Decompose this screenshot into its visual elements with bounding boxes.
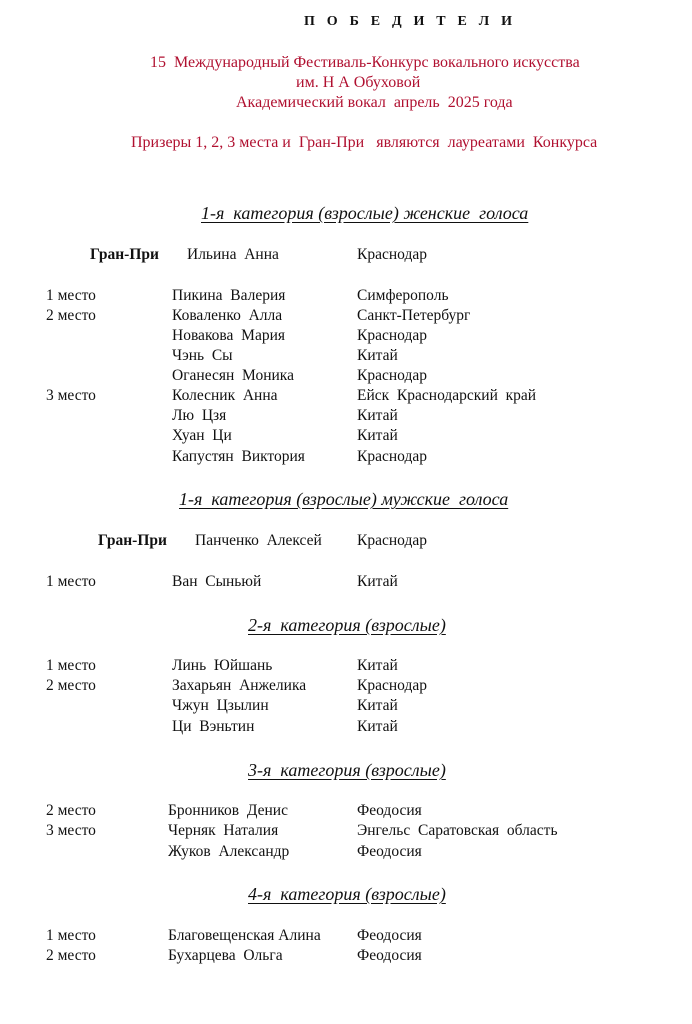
winner-city: Китай [357,718,398,735]
winner-city: Краснодар [357,448,427,465]
winner-name: Ци Вэньтин [172,718,255,735]
winner-name: Новакова Мария [172,327,286,344]
winner-name: Панченко Алексей [195,532,322,549]
place-label: 2 место [46,947,96,964]
winner-city: Китай [357,573,398,590]
winner-city: Краснодар [357,367,427,384]
winner-city: Краснодар [357,246,427,263]
winner-city: Феодосия [357,927,422,944]
category-heading: 4-я категория (взрослые) [248,884,446,904]
category-heading: 3-я категория (взрослые) [248,760,446,780]
winner-city: Санкт-Петербург [357,307,471,324]
winner-name: Чэнь Сы [172,347,233,364]
winner-name: Ильина Анна [187,246,279,263]
winner-name: Лю Цзя [172,407,227,424]
winner-city: Феодосия [357,947,422,964]
place-label: 2 место [46,802,96,819]
winner-city: Феодосия [357,843,422,860]
winner-city: Китай [357,657,398,674]
winner-name: Капустян Виктория [172,448,305,465]
winner-city: Китай [357,407,398,424]
place-label: 1 место [46,573,96,590]
festival-name: 15 Международный Фестиваль-Конкурс вокального искусства [150,54,580,71]
winner-name: Жуков Александр [168,843,290,860]
category-heading: 1-я категория (взрослые) мужские голоса [179,489,509,509]
winner-city: Краснодар [357,677,427,694]
winner-name: Коваленко Алла [172,307,283,324]
festival-date: Академический вокал апрель 2025 года [236,94,513,111]
winner-name: Линь Юйшань [172,657,273,674]
place-label: 1 место [46,927,96,944]
winner-city: Китай [357,427,398,444]
winner-city: Китай [357,697,398,714]
winner-city: Китай [357,347,398,364]
festival-dedication: им. Н А Обуховой [296,74,421,91]
category-heading: 1-я категория (взрослые) женские голоса [201,203,529,223]
winner-name: Пикина Валерия [172,287,286,304]
winner-name: Хуан Ци [172,427,232,444]
place-label: 3 место [46,387,96,404]
place-label: 2 место [46,677,96,694]
winner-name: Колесник Анна [172,387,278,404]
place-label: 1 место [46,287,96,304]
place-label: 2 место [46,307,96,324]
winner-name: Ван Сыньюй [172,573,262,590]
winner-city: Симферополь [357,287,449,304]
laureate-note: Призеры 1, 2, 3 места и Гран-При являются лауреатами Конкурса [131,134,598,151]
winner-city: Краснодар [357,532,427,549]
winner-name: Бронников Денис [168,802,288,819]
winner-name: Оганесян Моника [172,367,294,384]
winner-city: Краснодар [357,327,427,344]
grand-prix-label: Гран-При [90,246,159,263]
place-label: 3 место [46,822,96,839]
winner-name: Захарьян Анжелика [172,677,307,694]
category-heading: 2-я категория (взрослые) [248,615,446,635]
winner-name: Чжун Цзылин [172,697,269,714]
winner-name: Бухарцева Ольга [168,947,283,964]
page-title: П О Б Е Д И Т Е Л И [304,14,517,29]
place-label: 1 место [46,657,96,674]
winner-city: Ейск Краснодарский край [357,387,537,404]
winner-city: Феодосия [357,802,422,819]
winner-city: Энгельс Саратовская область [357,822,558,839]
grand-prix-label: Гран-При [98,532,167,549]
winner-name: Черняк Наталия [168,822,279,839]
winner-name: Благовещенская Алина [168,927,321,944]
